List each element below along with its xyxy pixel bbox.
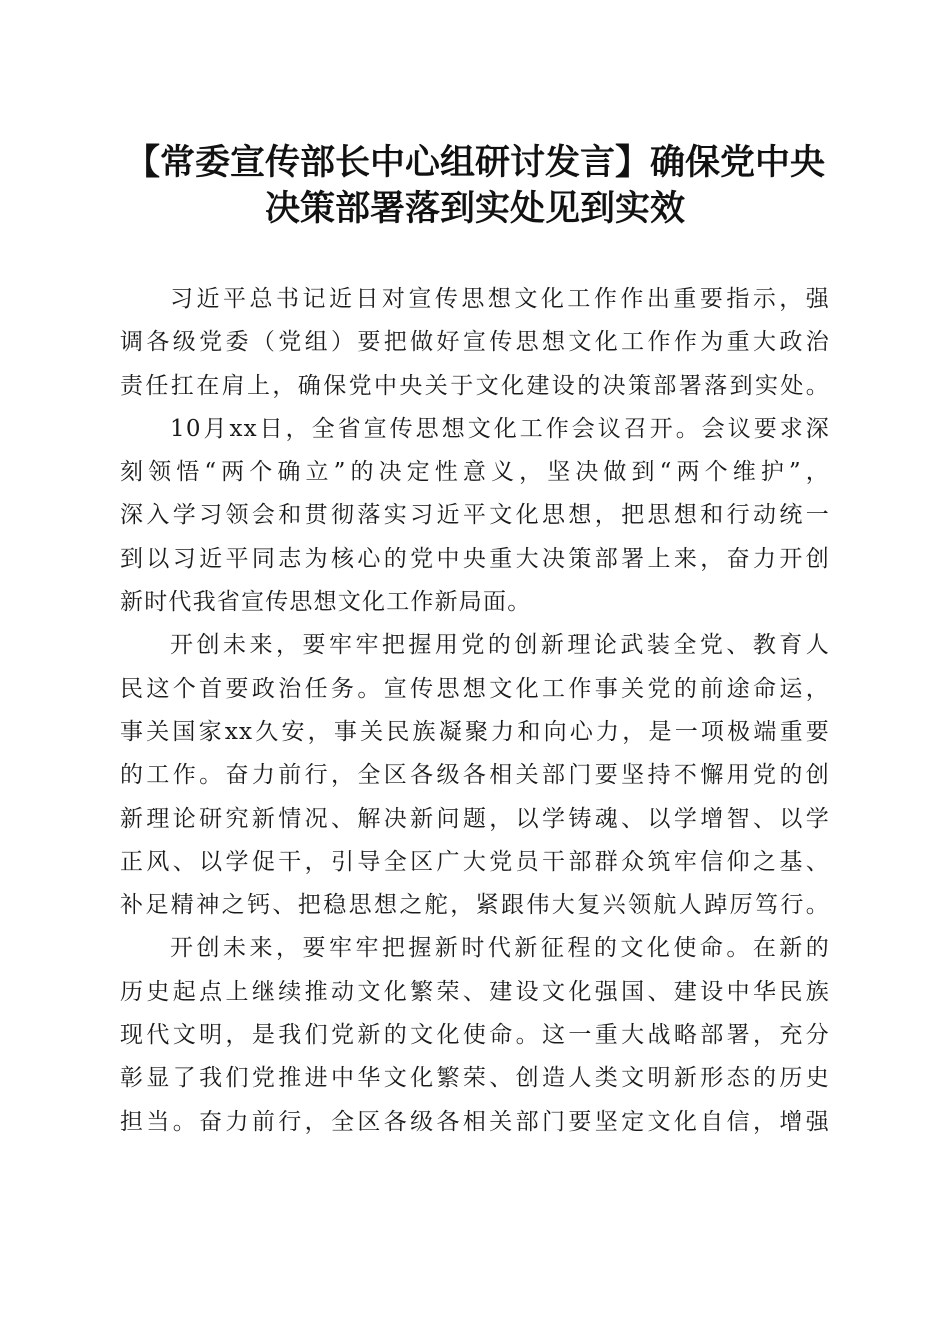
text-line: 刻领悟“两个确立”的决定性意义，坚决做到“两个维护”， xyxy=(120,459,830,486)
text-line: 到以习近平同志为核心的党中央重大决策部署上来，奋力开创 xyxy=(120,545,830,572)
text-line: 现代文明，是我们党新的文化使命。这一重大战略部署，充分 xyxy=(120,1022,830,1049)
text-line: 习近平总书记近日对宣传思想文化工作作出重要指示，强 xyxy=(170,286,830,312)
document-title xyxy=(100,140,850,232)
text-line: 事关国家xx久安，事关民族凝聚力和向心力，是一项极端重要 xyxy=(120,718,830,745)
text-line: 民这个首要政治任务。宣传思想文化工作事关党的前途命运， xyxy=(120,675,830,702)
text-line: 开创未来，要牢牢把握新时代新征程的文化使命。在新的 xyxy=(170,935,830,962)
document-body xyxy=(120,278,830,1144)
text-line: 彰显了我们党推进中华文化繁荣、创造人类文明新形态的历史 xyxy=(120,1065,830,1092)
text-line: 新理论研究新情况、解决新问题，以学铸魂、以学增智、以学 xyxy=(120,805,830,832)
text-line: 深入学习领会和贯彻落实习近平文化思想，把思想和行动统一 xyxy=(120,502,830,529)
text-line: 责任扛在肩上，确保党中央关于文化建设的决策部署落到实处。 xyxy=(120,372,830,399)
text-line: 10月xx日，全省宣传思想文化工作会议召开。会议要求深 xyxy=(170,415,830,442)
title-line: 【常委宣传部长中心组研讨发言】确保党中央 xyxy=(124,142,825,183)
title-line: 决策部署落到实处见到实效 xyxy=(264,188,685,229)
text-line: 开创未来，要牢牢把握用党的创新理论武装全党、教育人 xyxy=(170,632,830,659)
paragraph-2 xyxy=(120,408,830,624)
paragraph-3 xyxy=(120,624,830,927)
text-line: 的工作。奋力前行，全区各级各相关部门要坚持不懈用党的创 xyxy=(120,762,830,789)
text-line: 担当。奋力前行，全区各级各相关部门要坚定文化自信，增强 xyxy=(120,1108,830,1135)
text-line: 补足精神之钙、把稳思想之舵，紧跟伟大复兴领航人踔厉笃行。 xyxy=(120,892,830,919)
text-line: 新时代我省宣传思想文化工作新局面。 xyxy=(120,589,532,616)
text-line: 正风、以学促干，引导全区广大党员干部群众筑牢信仰之基、 xyxy=(120,848,830,875)
text-line: 历史起点上继续推动文化繁荣、建设文化强国、建设中华民族 xyxy=(120,978,830,1005)
paragraph-1 xyxy=(120,278,830,408)
text-line: 调各级党委（党组）要把做好宣传思想文化工作作为重大政治 xyxy=(120,329,830,356)
paragraph-4 xyxy=(120,927,830,1143)
